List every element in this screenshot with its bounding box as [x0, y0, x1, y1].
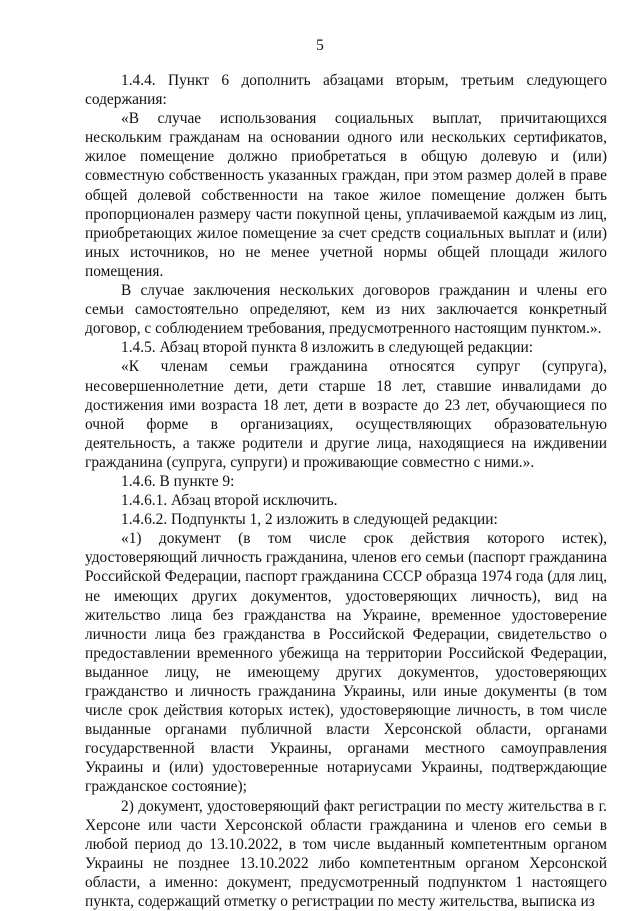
paragraph-1-4-6-2: 1.4.6.2. Подпункты 1, 2 изложить в следующей редакции:: [121, 511, 498, 529]
paragraph-1-4-5: 1.4.5. Абзац второй пункта 8 изложить в следующей редакции:: [121, 339, 534, 357]
document-body: [85, 71, 607, 911]
paragraph-subitem-2: 2) документ, удостоверяющий факт регистрации по месту жительства в г. Херсоне или части Херсонской области гражданина и членов его семьи в любой период до 13.10.2022, в том числе выданный компетентным органом Украины не позднее 13.10.2022 либо компетентным органом Херсонской области, а именно: документ, предусмотренный подпунктом 1 настоящего пункта, содержащий отметку о регистрации по месту жительства, выписка из: [85, 797, 607, 911]
paragraph-subitem-1: «1) документ (в том числе срок действия которого истек), удостоверяющий личность гражданина, членов его семьи (паспорт гражданина Российской Федерации, паспорт гражданина СССР образца 1974 года (для лиц, не имеющих других документов, удостоверяющих личность), вид на жительство лица без гражданства на Украине, временное удостоверение личности лица без гражданства в Российской Федерации, свидетельство о предоставлении временного убежища на территории Российской Федерации, выданное лицу, не имеющему других документов, удостоверяющих гражданство и личность гражданина Украины, или иные документы (в том числе срок действия которых истек), удостоверяющие личность, в том числе выданные органами публичной власти Херсонской области, органами государственной власти Украины, органами местного самоуправления Украины и (или) удостоверенные нотариусами Украины, подтверждающие гражданское состояние);: [85, 530, 607, 796]
paragraph-1-4-4: 1.4.4. Пункт 6 дополнить абзацами вторым, третьим следующего содержания:: [85, 72, 607, 109]
paragraph-family-members: «К членам семьи гражданина относятся супруг (супруга), несовершеннолетние дети, дети старше 18 лет, ставшие инвалидами до достижения ими возраста 18 лет, дети в возрасте до 23 лет, обучающиеся по очной форме в организациях, осуществляющих образовательную деятельность, а также родители и другие лица, находящиеся на иждивении гражданина (супруга, супруги) и проживающие совместно с ними.».: [85, 358, 607, 471]
paragraph-several-contracts: В случае заключения нескольких договоров гражданин и члены его семьи самостоятельно определяют, кем из них заключается конкретный договор, с соблюдением требования, предусмотренного настоящим пунктом.».: [85, 282, 607, 338]
paragraph-social-payments: «В случае использования социальных выплат, причитающихся нескольким гражданам на основании одного или нескольких сертификатов, жилое помещение должно приобретаться в общую долевую и (или) совместную собственность указанных граждан, при этом размер долей в праве общей долевой собственности на такое жилое помещение должен быть пропорционален размеру части покупной цены, уплачиваемой каждым из лиц, приобретающих жилое помещение за счет средств социальных выплат и (или) иных источников, но не менее учетной нормы общей площади жилого помещения.: [85, 110, 607, 280]
paragraph-1-4-6: 1.4.6. В пункте 9:: [121, 472, 235, 490]
paragraph-1-4-6-1: 1.4.6.1. Абзац второй исключить.: [121, 492, 338, 510]
page-number: 5: [316, 37, 324, 54]
